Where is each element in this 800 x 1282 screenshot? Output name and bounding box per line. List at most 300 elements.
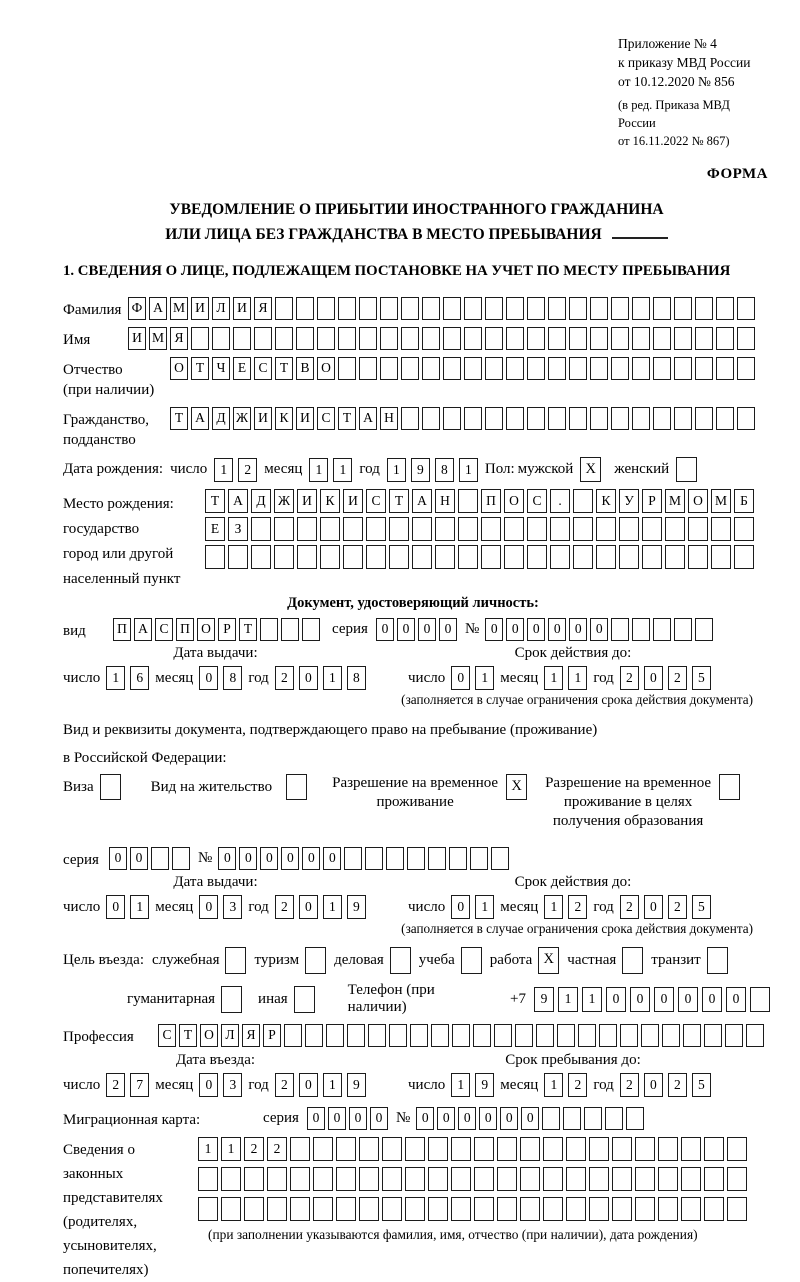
char-box[interactable] <box>548 327 566 350</box>
char-box[interactable] <box>727 1167 747 1191</box>
char-box[interactable]: 0 <box>569 618 587 641</box>
char-box[interactable] <box>578 1024 596 1047</box>
char-box[interactable]: 1 <box>130 895 149 919</box>
char-box[interactable] <box>589 1197 609 1221</box>
stay-year-cells[interactable] <box>620 1073 711 1097</box>
char-box[interactable]: 0 <box>370 1107 388 1130</box>
char-box[interactable]: 8 <box>347 666 366 690</box>
char-box[interactable]: О <box>504 489 524 513</box>
char-box[interactable] <box>281 618 299 641</box>
char-box[interactable]: 1 <box>106 666 125 690</box>
char-box[interactable]: О <box>197 618 215 641</box>
char-box[interactable]: 1 <box>323 1073 342 1097</box>
char-box[interactable]: Я <box>254 297 272 320</box>
char-box[interactable]: А <box>359 407 377 430</box>
char-box[interactable] <box>584 1107 602 1130</box>
char-box[interactable] <box>658 1167 678 1191</box>
char-box[interactable]: М <box>711 489 731 513</box>
expiry-month-cells[interactable] <box>544 666 587 690</box>
char-box[interactable] <box>542 1107 560 1130</box>
char-box[interactable] <box>267 1197 287 1221</box>
char-box[interactable] <box>548 297 566 320</box>
char-box[interactable]: 3 <box>223 895 242 919</box>
char-box[interactable] <box>464 407 482 430</box>
char-box[interactable] <box>191 327 209 350</box>
char-box[interactable]: П <box>481 489 501 513</box>
char-box[interactable] <box>275 327 293 350</box>
char-box[interactable] <box>653 297 671 320</box>
char-box[interactable]: 1 <box>323 895 342 919</box>
char-box[interactable]: 0 <box>199 1073 218 1097</box>
char-box[interactable] <box>626 1107 644 1130</box>
purpose-work-checkbox[interactable]: X <box>538 947 559 974</box>
char-box[interactable] <box>536 1024 554 1047</box>
char-box[interactable] <box>632 357 650 380</box>
char-box[interactable]: 9 <box>475 1073 494 1097</box>
char-box[interactable]: 0 <box>644 895 663 919</box>
char-box[interactable]: 0 <box>418 618 436 641</box>
char-box[interactable]: 2 <box>275 1073 294 1097</box>
char-box[interactable] <box>711 545 731 569</box>
char-box[interactable] <box>527 545 547 569</box>
char-box[interactable]: Т <box>275 357 293 380</box>
char-box[interactable] <box>359 327 377 350</box>
char-box[interactable] <box>296 297 314 320</box>
char-box[interactable]: Е <box>233 357 251 380</box>
char-box[interactable] <box>274 517 294 541</box>
char-box[interactable]: 0 <box>302 847 320 870</box>
char-box[interactable] <box>464 357 482 380</box>
char-box[interactable] <box>382 1197 402 1221</box>
citizenship-cells[interactable] <box>170 407 755 430</box>
char-box[interactable]: 2 <box>668 666 687 690</box>
char-box[interactable] <box>389 545 409 569</box>
char-box[interactable]: 5 <box>692 895 711 919</box>
char-box[interactable] <box>313 1197 333 1221</box>
char-box[interactable] <box>527 357 545 380</box>
expiry-day-cells[interactable] <box>451 666 494 690</box>
char-box[interactable] <box>389 517 409 541</box>
char-box[interactable] <box>589 1167 609 1191</box>
char-box[interactable] <box>611 618 629 641</box>
char-box[interactable]: Ж <box>233 407 251 430</box>
char-box[interactable]: М <box>170 297 188 320</box>
char-box[interactable] <box>737 357 755 380</box>
char-box[interactable]: 0 <box>678 987 698 1012</box>
char-box[interactable]: Т <box>179 1024 197 1047</box>
char-box[interactable] <box>380 357 398 380</box>
char-box[interactable] <box>550 517 570 541</box>
char-box[interactable]: 0 <box>109 847 127 870</box>
char-box[interactable] <box>317 327 335 350</box>
char-box[interactable] <box>422 407 440 430</box>
char-box[interactable] <box>543 1137 563 1161</box>
purpose-study-checkbox[interactable] <box>461 947 482 974</box>
char-box[interactable] <box>458 545 478 569</box>
char-box[interactable] <box>284 1024 302 1047</box>
char-box[interactable] <box>343 517 363 541</box>
char-box[interactable]: П <box>176 618 194 641</box>
char-box[interactable] <box>347 1024 365 1047</box>
char-box[interactable] <box>336 1197 356 1221</box>
representatives-cells-row1[interactable] <box>198 1137 747 1161</box>
char-box[interactable] <box>382 1167 402 1191</box>
char-box[interactable]: 0 <box>437 1107 455 1130</box>
char-box[interactable]: 0 <box>397 618 415 641</box>
char-box[interactable] <box>359 357 377 380</box>
char-box[interactable]: Д <box>251 489 271 513</box>
char-box[interactable] <box>543 1167 563 1191</box>
char-box[interactable] <box>566 1137 586 1161</box>
char-box[interactable]: П <box>113 618 131 641</box>
edu-permit-checkbox[interactable] <box>719 774 740 800</box>
char-box[interactable]: 1 <box>568 666 587 690</box>
char-box[interactable] <box>695 327 713 350</box>
char-box[interactable] <box>431 1024 449 1047</box>
char-box[interactable] <box>365 847 383 870</box>
purpose-humanitarian-checkbox[interactable] <box>221 986 242 1013</box>
char-box[interactable]: 2 <box>668 895 687 919</box>
char-box[interactable]: 2 <box>238 458 257 482</box>
entry-year-cells[interactable] <box>275 1073 366 1097</box>
char-box[interactable] <box>443 327 461 350</box>
char-box[interactable] <box>313 1137 333 1161</box>
char-box[interactable]: 9 <box>411 458 430 482</box>
char-box[interactable] <box>198 1167 218 1191</box>
char-box[interactable] <box>428 1197 448 1221</box>
char-box[interactable]: 5 <box>692 1073 711 1097</box>
char-box[interactable] <box>260 618 278 641</box>
char-box[interactable]: 0 <box>439 618 457 641</box>
char-box[interactable]: У <box>619 489 639 513</box>
char-box[interactable]: К <box>320 489 340 513</box>
char-box[interactable] <box>451 1167 471 1191</box>
char-box[interactable] <box>401 407 419 430</box>
char-box[interactable]: К <box>275 407 293 430</box>
char-box[interactable]: 0 <box>644 1073 663 1097</box>
char-box[interactable]: 1 <box>221 1137 241 1161</box>
char-box[interactable] <box>641 1024 659 1047</box>
char-box[interactable]: 0 <box>654 987 674 1012</box>
char-box[interactable] <box>737 407 755 430</box>
char-box[interactable]: Ч <box>212 357 230 380</box>
char-box[interactable]: 0 <box>328 1107 346 1130</box>
char-box[interactable] <box>359 1197 379 1221</box>
char-box[interactable]: 0 <box>199 666 218 690</box>
char-box[interactable] <box>674 297 692 320</box>
char-box[interactable] <box>296 327 314 350</box>
char-box[interactable]: З <box>228 517 248 541</box>
char-box[interactable]: 1 <box>544 1073 563 1097</box>
char-box[interactable] <box>251 545 271 569</box>
char-box[interactable] <box>569 407 587 430</box>
migration-card-series-cells[interactable] <box>307 1107 388 1130</box>
purpose-other-checkbox[interactable] <box>294 986 315 1013</box>
char-box[interactable]: А <box>134 618 152 641</box>
purpose-transit-checkbox[interactable] <box>707 947 728 974</box>
char-box[interactable] <box>386 847 404 870</box>
char-box[interactable] <box>254 327 272 350</box>
char-box[interactable] <box>695 407 713 430</box>
char-box[interactable] <box>590 297 608 320</box>
char-box[interactable]: 0 <box>299 1073 318 1097</box>
char-box[interactable]: Я <box>170 327 188 350</box>
phone-cells[interactable] <box>534 987 770 1012</box>
char-box[interactable] <box>632 618 650 641</box>
char-box[interactable] <box>458 517 478 541</box>
char-box[interactable]: О <box>317 357 335 380</box>
char-box[interactable]: 0 <box>218 847 236 870</box>
char-box[interactable]: Е <box>205 517 225 541</box>
issue-day-cells[interactable] <box>106 666 149 690</box>
char-box[interactable] <box>716 357 734 380</box>
char-box[interactable] <box>251 517 271 541</box>
char-box[interactable] <box>662 1024 680 1047</box>
char-box[interactable] <box>344 847 362 870</box>
char-box[interactable]: 0 <box>548 618 566 641</box>
char-box[interactable] <box>704 1024 722 1047</box>
char-box[interactable] <box>737 327 755 350</box>
char-box[interactable]: 1 <box>544 895 563 919</box>
char-box[interactable] <box>658 1137 678 1161</box>
char-box[interactable] <box>405 1167 425 1191</box>
char-box[interactable] <box>566 1197 586 1221</box>
char-box[interactable] <box>368 1024 386 1047</box>
char-box[interactable]: 1 <box>214 458 233 482</box>
char-box[interactable] <box>401 327 419 350</box>
char-box[interactable] <box>569 327 587 350</box>
char-box[interactable] <box>612 1167 632 1191</box>
char-box[interactable]: 0 <box>521 1107 539 1130</box>
residence-expiry-day-cells[interactable] <box>451 895 494 919</box>
char-box[interactable]: Д <box>212 407 230 430</box>
char-box[interactable]: М <box>665 489 685 513</box>
char-box[interactable] <box>681 1197 701 1221</box>
char-box[interactable] <box>313 1167 333 1191</box>
char-box[interactable]: 0 <box>416 1107 434 1130</box>
char-box[interactable] <box>359 297 377 320</box>
char-box[interactable]: 1 <box>333 458 352 482</box>
sex-female-checkbox[interactable] <box>676 457 697 482</box>
char-box[interactable]: 0 <box>726 987 746 1012</box>
char-box[interactable]: 0 <box>299 666 318 690</box>
char-box[interactable] <box>338 357 356 380</box>
char-box[interactable] <box>151 847 169 870</box>
char-box[interactable] <box>407 847 425 870</box>
char-box[interactable] <box>520 1137 540 1161</box>
name-cells[interactable] <box>128 327 755 350</box>
char-box[interactable]: В <box>296 357 314 380</box>
char-box[interactable]: Т <box>239 618 257 641</box>
char-box[interactable] <box>506 297 524 320</box>
char-box[interactable]: О <box>200 1024 218 1047</box>
char-box[interactable]: И <box>343 489 363 513</box>
char-box[interactable] <box>422 297 440 320</box>
char-box[interactable] <box>635 1197 655 1221</box>
char-box[interactable] <box>573 517 593 541</box>
char-box[interactable]: С <box>317 407 335 430</box>
char-box[interactable]: 1 <box>323 666 342 690</box>
char-box[interactable] <box>336 1137 356 1161</box>
char-box[interactable] <box>527 297 545 320</box>
char-box[interactable] <box>338 327 356 350</box>
char-box[interactable] <box>452 1024 470 1047</box>
char-box[interactable]: 1 <box>582 987 602 1012</box>
char-box[interactable]: 8 <box>223 666 242 690</box>
char-box[interactable] <box>683 1024 701 1047</box>
temp-permit-checkbox[interactable]: X <box>506 774 527 800</box>
char-box[interactable]: 1 <box>459 458 478 482</box>
char-box[interactable]: 0 <box>349 1107 367 1130</box>
expiry-year-cells[interactable] <box>620 666 711 690</box>
char-box[interactable] <box>320 545 340 569</box>
char-box[interactable] <box>389 1024 407 1047</box>
char-box[interactable] <box>674 327 692 350</box>
char-box[interactable]: 2 <box>620 666 639 690</box>
char-box[interactable] <box>205 545 225 569</box>
char-box[interactable] <box>550 545 570 569</box>
char-box[interactable]: 0 <box>106 895 125 919</box>
char-box[interactable] <box>658 1197 678 1221</box>
char-box[interactable] <box>566 1167 586 1191</box>
char-box[interactable]: 3 <box>223 1073 242 1097</box>
residence-permit-checkbox[interactable] <box>286 774 307 800</box>
char-box[interactable] <box>366 545 386 569</box>
char-box[interactable]: 2 <box>568 895 587 919</box>
char-box[interactable] <box>704 1197 724 1221</box>
char-box[interactable]: И <box>128 327 146 350</box>
char-box[interactable]: О <box>688 489 708 513</box>
char-box[interactable] <box>674 618 692 641</box>
char-box[interactable]: Т <box>170 407 188 430</box>
char-box[interactable] <box>290 1197 310 1221</box>
char-box[interactable]: 0 <box>299 895 318 919</box>
char-box[interactable] <box>665 545 685 569</box>
char-box[interactable] <box>297 545 317 569</box>
issue-year-cells[interactable] <box>275 666 366 690</box>
char-box[interactable] <box>481 545 501 569</box>
char-box[interactable] <box>527 407 545 430</box>
char-box[interactable] <box>653 357 671 380</box>
char-box[interactable] <box>599 1024 617 1047</box>
char-box[interactable]: 1 <box>387 458 406 482</box>
char-box[interactable]: 2 <box>267 1137 287 1161</box>
birth-place-cells-row1[interactable] <box>205 489 754 513</box>
char-box[interactable] <box>410 1024 428 1047</box>
char-box[interactable]: Я <box>242 1024 260 1047</box>
char-box[interactable] <box>569 357 587 380</box>
char-box[interactable] <box>674 407 692 430</box>
char-box[interactable] <box>695 297 713 320</box>
char-box[interactable] <box>359 1137 379 1161</box>
birth-day-cells[interactable] <box>214 458 257 482</box>
char-box[interactable] <box>338 297 356 320</box>
char-box[interactable] <box>172 847 190 870</box>
char-box[interactable]: 2 <box>106 1073 125 1097</box>
char-box[interactable] <box>443 297 461 320</box>
char-box[interactable]: 9 <box>347 1073 366 1097</box>
char-box[interactable] <box>233 327 251 350</box>
char-box[interactable]: Л <box>212 297 230 320</box>
char-box[interactable] <box>716 297 734 320</box>
char-box[interactable]: 1 <box>309 458 328 482</box>
char-box[interactable] <box>198 1197 218 1221</box>
char-box[interactable]: Т <box>205 489 225 513</box>
char-box[interactable] <box>380 297 398 320</box>
char-box[interactable] <box>734 517 754 541</box>
char-box[interactable] <box>290 1137 310 1161</box>
char-box[interactable] <box>611 357 629 380</box>
entry-day-cells[interactable] <box>106 1073 149 1097</box>
birth-month-cells[interactable] <box>309 458 352 482</box>
birth-place-cells-row2[interactable] <box>205 517 754 541</box>
char-box[interactable]: 2 <box>275 895 294 919</box>
char-box[interactable] <box>464 327 482 350</box>
birth-place-cells-row3[interactable] <box>205 545 754 569</box>
char-box[interactable]: 0 <box>376 618 394 641</box>
char-box[interactable] <box>474 1137 494 1161</box>
char-box[interactable] <box>470 847 488 870</box>
char-box[interactable]: Н <box>435 489 455 513</box>
char-box[interactable]: Р <box>642 489 662 513</box>
char-box[interactable]: Т <box>338 407 356 430</box>
char-box[interactable] <box>317 297 335 320</box>
char-box[interactable] <box>727 1137 747 1161</box>
char-box[interactable]: 0 <box>590 618 608 641</box>
char-box[interactable] <box>515 1024 533 1047</box>
char-box[interactable] <box>405 1197 425 1221</box>
char-box[interactable] <box>274 545 294 569</box>
char-box[interactable] <box>405 1137 425 1161</box>
char-box[interactable] <box>275 297 293 320</box>
char-box[interactable] <box>681 1167 701 1191</box>
char-box[interactable] <box>635 1167 655 1191</box>
birth-year-cells[interactable] <box>387 458 478 482</box>
char-box[interactable] <box>611 327 629 350</box>
char-box[interactable] <box>485 357 503 380</box>
char-box[interactable] <box>596 545 616 569</box>
char-box[interactable] <box>704 1167 724 1191</box>
char-box[interactable]: 2 <box>620 1073 639 1097</box>
char-box[interactable] <box>725 1024 743 1047</box>
char-box[interactable] <box>244 1197 264 1221</box>
char-box[interactable] <box>620 1024 638 1047</box>
char-box[interactable] <box>596 517 616 541</box>
char-box[interactable]: М <box>149 327 167 350</box>
residence-expiry-month-cells[interactable] <box>544 895 587 919</box>
visa-checkbox[interactable] <box>100 774 121 800</box>
char-box[interactable]: 1 <box>451 1073 470 1097</box>
char-box[interactable] <box>428 1137 448 1161</box>
char-box[interactable] <box>320 517 340 541</box>
char-box[interactable] <box>632 407 650 430</box>
char-box[interactable] <box>474 1197 494 1221</box>
char-box[interactable] <box>506 357 524 380</box>
char-box[interactable] <box>343 545 363 569</box>
char-box[interactable]: К <box>596 489 616 513</box>
char-box[interactable] <box>734 545 754 569</box>
char-box[interactable] <box>474 1167 494 1191</box>
doc-series-cells[interactable] <box>376 618 457 641</box>
char-box[interactable] <box>612 1137 632 1161</box>
char-box[interactable] <box>297 517 317 541</box>
stay-day-cells[interactable] <box>451 1073 494 1097</box>
char-box[interactable] <box>543 1197 563 1221</box>
char-box[interactable] <box>573 545 593 569</box>
char-box[interactable] <box>212 327 230 350</box>
sex-male-checkbox[interactable]: X <box>580 457 601 482</box>
char-box[interactable]: 2 <box>275 666 294 690</box>
